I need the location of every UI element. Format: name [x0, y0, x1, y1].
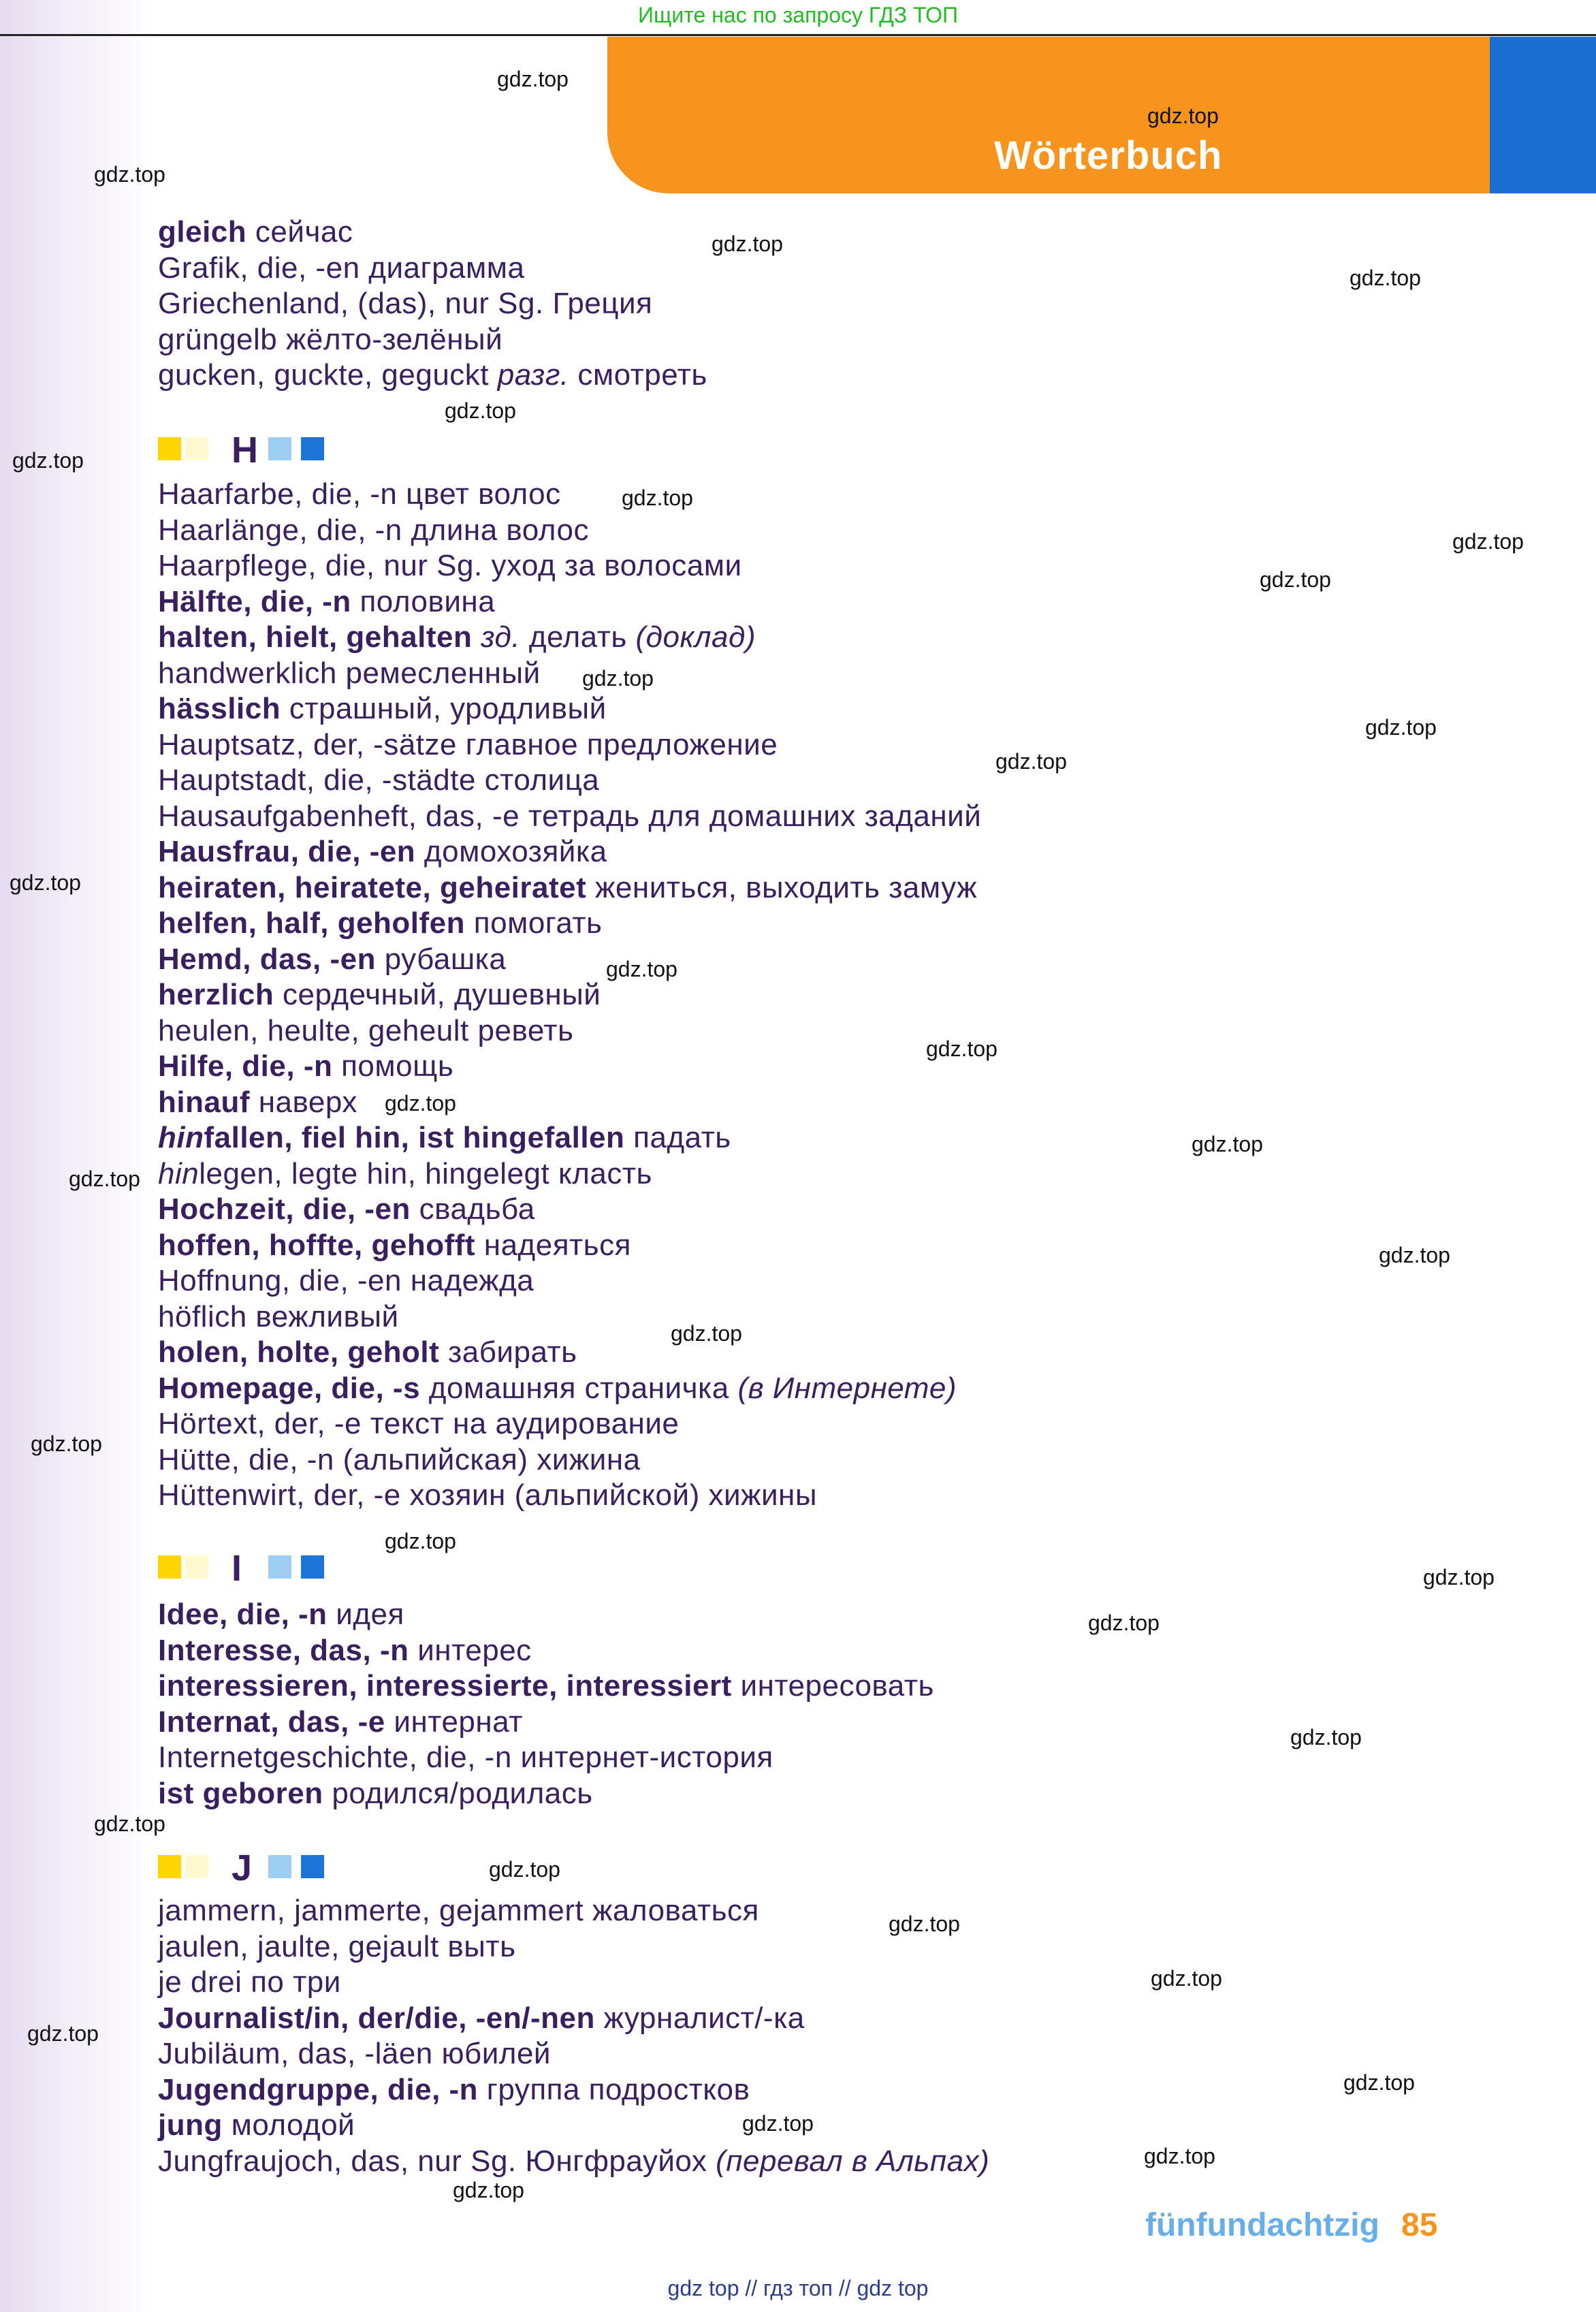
dictionary-entry	[158, 1478, 817, 1513]
entry-headword: Haarlänge, die, -n	[158, 513, 402, 547]
dictionary-entry	[158, 1668, 934, 1704]
dictionary-entry	[158, 942, 506, 977]
entry-headword: Hüttenwirt, der, -e	[158, 1478, 401, 1512]
entry-translation: главное предложение	[465, 727, 778, 761]
watermark-label: gdz.top	[1192, 1132, 1263, 1156]
entry-translation: ремесленный	[345, 656, 541, 690]
entry-translation: рубашка	[384, 942, 507, 976]
entry-headword: Internat, das, -e	[158, 1705, 385, 1739]
entry-translation: падать	[633, 1121, 731, 1154]
decor-square	[185, 437, 208, 460]
entry-translation: смотреть	[577, 358, 707, 392]
entry-translation: тетрадь для домашних заданий	[528, 799, 982, 833]
entry-headword: legen, legte hin, hingelegt	[199, 1156, 550, 1190]
entry-headword: Grafik, die, -en	[158, 251, 360, 285]
decor-square	[268, 1555, 291, 1579]
entry-headword: gleich	[158, 215, 247, 249]
entry-headword: holen, holte, geholt	[158, 1335, 440, 1369]
entry-headword: ist geboren	[158, 1776, 323, 1810]
entry-translation: юбилей	[441, 2037, 552, 2070]
entry-headword: höflich	[158, 1299, 247, 1333]
dictionary-entry	[158, 727, 778, 763]
entry-headword: halten, hielt, gehalten	[158, 620, 473, 654]
entry-translation: хозяин (альпийской) хижины	[409, 1478, 817, 1512]
entry-translation-note: (перевал в Альпах)	[716, 2144, 990, 2178]
watermark-label: gdz.top	[10, 870, 81, 895]
watermark-label: gdz.top	[1379, 1243, 1450, 1267]
entry-translation: жаловаться	[592, 1894, 759, 1927]
entry-headword: hässlich	[158, 692, 281, 725]
watermark-label: gdz.top	[445, 398, 516, 423]
watermark-label: gdz.top	[94, 1811, 165, 1836]
entry-translation: вежливый	[255, 1299, 399, 1333]
dictionary-entry	[158, 2036, 551, 2072]
entry-translation: Юнгфрауйох	[525, 2144, 707, 2178]
watermark-label: gdz.top	[1452, 529, 1524, 554]
entry-headword: Haarfarbe, die, -n	[158, 477, 398, 511]
entry-translation: половина	[360, 584, 496, 618]
entry-headword: gucken, guckte, geguckt	[158, 358, 490, 392]
entry-headword: Hausaufgabenheft, das, -e	[158, 799, 520, 833]
dictionary-entry	[158, 251, 524, 286]
entry-prefix: hin	[158, 1156, 200, 1190]
dictionary-entry	[158, 2144, 989, 2179]
dictionary-entry	[158, 584, 495, 620]
entry-translation: цвет волос	[406, 477, 561, 511]
entry-translation: свадьба	[419, 1192, 535, 1226]
entry-headword: helfen, half, geholfen	[158, 906, 466, 940]
watermark-label: gdz.top	[742, 2111, 814, 2136]
dictionary-entry	[158, 620, 756, 655]
dictionary-entry	[158, 2001, 805, 2036]
decor-square	[268, 437, 291, 460]
watermark-label: gdz.top	[489, 1857, 560, 1882]
entry-translation: надеяться	[483, 1228, 631, 1262]
watermark-label: gdz.top	[27, 2021, 99, 2046]
entry-translation: диаграмма	[368, 251, 525, 285]
watermark-label: gdz.top	[926, 1036, 998, 1061]
entry-translation: интерес	[417, 1633, 532, 1667]
entry-headword: Haarpflege, die, nur Sg.	[158, 549, 483, 582]
entry-translation: сейчас	[255, 215, 353, 249]
entry-translation: интернат	[394, 1705, 523, 1739]
entry-translation: Греция	[552, 287, 653, 320]
watermark-label: gdz.top	[1144, 2144, 1215, 2168]
entry-usage-note: разг.	[497, 358, 569, 392]
watermark-label: gdz.top	[889, 1912, 960, 1936]
dictionary-entry	[158, 977, 601, 1013]
entry-translation: интересовать	[740, 1669, 934, 1703]
entry-translation: наверх	[258, 1085, 357, 1119]
dictionary-entry	[158, 1299, 399, 1335]
header-title: Wörterbuch	[994, 133, 1223, 178]
bottom-banner[interactable]: gdz top // гдз топ // gdz top	[667, 2276, 929, 2300]
entry-translation: молодой	[231, 2108, 355, 2142]
watermark-label: gdz.top	[606, 957, 677, 981]
entry-prefix: hin	[158, 1121, 204, 1154]
entry-translation: забирать	[448, 1335, 577, 1369]
dictionary-entry	[158, 1228, 631, 1263]
entry-headword: hoffen, hoffte, gehofft	[158, 1228, 476, 1262]
dictionary-entry	[158, 1740, 773, 1775]
dictionary-entry	[158, 513, 589, 548]
entry-translation: интернет-история	[520, 1741, 773, 1774]
dictionary-entry	[158, 1085, 357, 1120]
dictionary-entry	[158, 906, 602, 941]
entry-headword: Hemd, das, -en	[158, 942, 376, 976]
section-letter: H	[232, 430, 258, 471]
dictionary-entry	[158, 1335, 577, 1370]
entry-headword: heiraten, heiratete, geheiratet	[158, 870, 587, 904]
dictionary-entry	[158, 1263, 534, 1299]
entry-translation: столица	[484, 763, 600, 797]
entry-headword: interessieren, interessierte, interessiert	[158, 1669, 732, 1703]
watermark-label: gdz.top	[622, 486, 693, 510]
watermark-label: gdz.top	[385, 1529, 456, 1553]
entry-translation: делать	[528, 620, 627, 654]
dictionary-entry	[158, 477, 561, 512]
entry-translation: (альпийская) хижина	[342, 1442, 641, 1476]
section-letter: I	[232, 1548, 242, 1589]
decor-square	[301, 437, 324, 460]
page-edge-shade	[0, 0, 157, 2312]
watermark-label: gdz.top	[497, 67, 569, 91]
section-letter: J	[232, 1848, 253, 1888]
entry-translation: страшный, уродливый	[289, 692, 607, 725]
entry-headword: Jungfraujoch, das, nur Sg.	[158, 2144, 517, 2178]
entry-translation: текст на аудирование	[370, 1407, 680, 1440]
entry-translation: выть	[447, 1929, 516, 1963]
entry-translation: жёлто-зелёный	[286, 322, 503, 356]
entry-headword: Hochzeit, die, -en	[158, 1192, 411, 1226]
watermark-label: gdz.top	[1260, 567, 1331, 592]
decor-square	[301, 1855, 324, 1878]
header-blue-tab	[1490, 37, 1596, 193]
entry-headword: herzlich	[158, 978, 274, 1011]
entry-headword: Journalist/in, der/die, -en/-nen	[158, 2001, 595, 2035]
top-banner[interactable]: Ищите нас по запросу ГДЗ ТОП	[638, 3, 958, 27]
watermark-label: gdz.top	[1365, 715, 1437, 740]
dictionary-entry	[158, 691, 607, 727]
dictionary-entry	[158, 1049, 453, 1084]
watermark-label: gdz.top	[1147, 104, 1219, 128]
entry-translation: журналист/-ка	[603, 2001, 805, 2035]
decor-square	[301, 1555, 324, 1579]
entry-translation: по три	[251, 1965, 341, 1999]
entry-translation: реветь	[477, 1013, 574, 1047]
entry-headword: jammern, jammerte, gejammert	[158, 1894, 584, 1927]
entry-headword: Hausfrau, die, -en	[158, 835, 416, 868]
entry-translation: помощь	[341, 1049, 454, 1083]
entry-headword: Hoffnung, die, -en	[158, 1264, 402, 1297]
entry-translation: надежда	[410, 1264, 534, 1297]
entry-headword: grüngelb	[158, 322, 278, 356]
dictionary-entry	[158, 1893, 759, 1929]
dictionary-entry	[158, 215, 353, 250]
watermark-label: gdz.top	[995, 749, 1067, 774]
dictionary-entry	[158, 1929, 516, 1965]
watermark-label: gdz.top	[1088, 1611, 1160, 1635]
entry-translation: домашняя страничка	[428, 1371, 729, 1405]
entry-translation: родился/родилась	[332, 1776, 593, 1810]
top-divider	[0, 34, 1596, 36]
entry-headword: Hauptsatz, der, -sätze	[158, 727, 457, 761]
decor-square	[185, 1555, 208, 1579]
watermark-label: gdz.top	[12, 448, 84, 473]
dictionary-entry	[158, 1192, 535, 1227]
entry-usage-note: зд.	[481, 620, 521, 654]
entry-headword: Hauptstadt, die, -städte	[158, 763, 476, 797]
entry-headword: Homepage, die, -s	[158, 1371, 421, 1405]
dictionary-entry	[158, 1442, 641, 1478]
watermark-label: gdz.top	[1343, 2070, 1415, 2095]
watermark-label: gdz.top	[1151, 1966, 1222, 1991]
entry-headword: Hilfe, die, -n	[158, 1049, 333, 1083]
entry-headword: jung	[158, 2108, 223, 2142]
dictionary-entry	[158, 834, 607, 870]
entry-translation: уход за волосами	[491, 549, 742, 582]
page-number: 85	[1401, 2207, 1438, 2243]
decor-square	[158, 1855, 181, 1878]
dictionary-entry	[158, 799, 981, 834]
entry-headword: Jubiläum, das, -läen	[158, 2037, 433, 2070]
watermark-label: gdz.top	[582, 666, 654, 691]
entry-translation: сердечный, душевный	[283, 978, 601, 1011]
dictionary-entry	[158, 656, 541, 691]
dictionary-entry	[158, 1705, 523, 1740]
entry-headword: Hörtext, der, -e	[158, 1407, 362, 1440]
dictionary-entry	[158, 2108, 355, 2143]
entry-translation: группа подростков	[486, 2072, 750, 2106]
dictionary-entry	[158, 870, 977, 906]
entry-translation: идея	[336, 1598, 404, 1631]
entry-headword: Idee, die, -n	[158, 1598, 328, 1631]
page-number-word: fünfundachtzig	[1145, 2207, 1379, 2243]
entry-headword: Internetgeschichte, die, -n	[158, 1741, 512, 1774]
entry-headword: handwerklich	[158, 656, 337, 690]
entry-headword: fallen, fiel hin, ist hingefallen	[204, 1121, 625, 1154]
dictionary-entry	[158, 286, 652, 321]
dictionary-entry	[158, 1965, 341, 2000]
watermark-label: gdz.top	[1350, 266, 1421, 290]
dictionary-entry	[158, 1597, 404, 1632]
watermark-label: gdz.top	[94, 162, 165, 187]
entry-translation: домохозяйка	[424, 835, 607, 868]
entry-headword: Hütte, die, -n	[158, 1442, 334, 1476]
dictionary-entry	[158, 1156, 652, 1192]
watermark-label: gdz.top	[712, 232, 783, 256]
dictionary-entry	[158, 1013, 573, 1049]
watermark-label: gdz.top	[69, 1167, 140, 1191]
watermark-label: gdz.top	[1290, 1725, 1362, 1749]
entry-headword: Jugendgruppe, die, -n	[158, 2072, 479, 2106]
decor-square	[158, 437, 181, 460]
watermark-label: gdz.top	[1423, 1565, 1495, 1589]
dictionary-entry	[158, 358, 707, 393]
decor-square	[158, 1555, 181, 1579]
dictionary-entry	[158, 763, 599, 798]
dictionary-entry	[158, 548, 742, 584]
entry-translation-note: (доклад)	[635, 620, 756, 654]
watermark-label: gdz.top	[385, 1091, 456, 1115]
dictionary-entry	[158, 1406, 679, 1442]
entry-headword: jaulen, jaulte, gejault	[158, 1929, 439, 1963]
watermark-label: gdz.top	[31, 1431, 102, 1456]
entry-headword: Interesse, das, -n	[158, 1633, 409, 1667]
watermark-label: gdz.top	[671, 1321, 742, 1346]
entry-headword: heulen, heulte, geheult	[158, 1013, 469, 1047]
entry-translation: жениться, выходить замуж	[595, 870, 978, 904]
dictionary-entry	[158, 1120, 731, 1156]
entry-headword: hinauf	[158, 1085, 250, 1119]
dictionary-entry	[158, 1371, 957, 1406]
entry-headword: je drei	[158, 1965, 242, 1999]
entry-headword: Hälfte, die, -n	[158, 584, 351, 618]
entry-translation: класть	[558, 1156, 652, 1190]
entry-headword: Griechenland, (das), nur Sg.	[158, 287, 544, 320]
entry-translation-note: (в Интернете)	[737, 1371, 957, 1405]
dictionary-entry	[158, 322, 502, 358]
entry-translation: длина волос	[411, 513, 589, 547]
decor-square	[268, 1855, 291, 1878]
dictionary-entry	[158, 2072, 750, 2108]
decor-square	[185, 1855, 208, 1878]
watermark-label: gdz.top	[453, 2178, 524, 2202]
dictionary-entry	[158, 1633, 532, 1668]
dictionary-entry	[158, 1776, 593, 1811]
entry-translation: помогать	[473, 906, 603, 940]
